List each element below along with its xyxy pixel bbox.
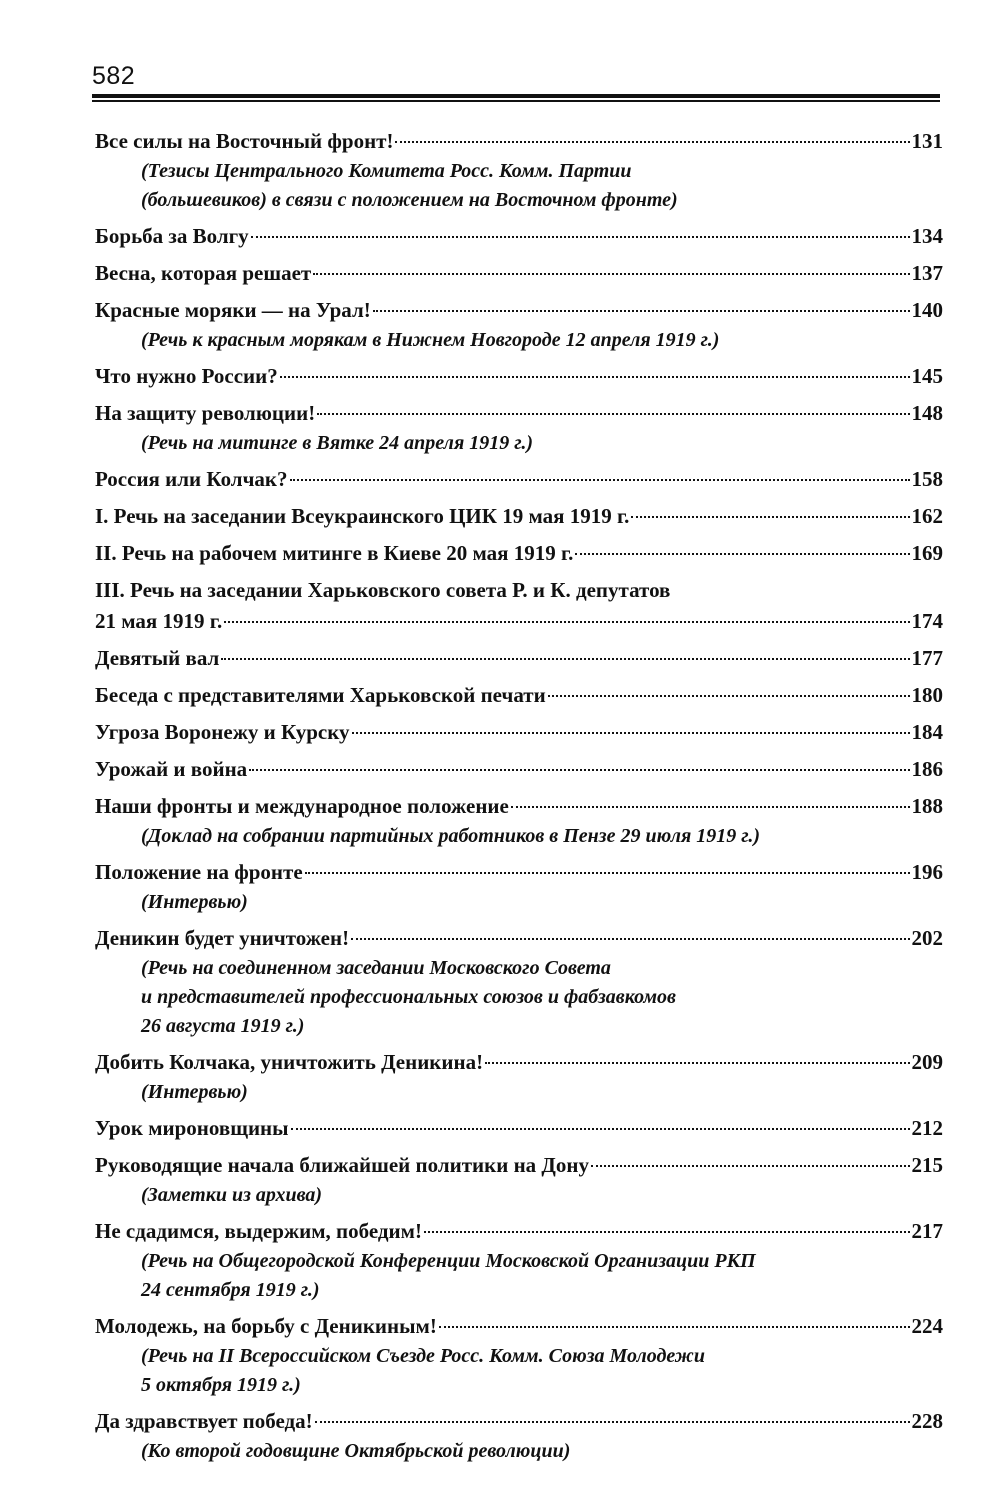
toc-entry-title: Угроза Воронежу и Курску xyxy=(95,720,350,744)
toc-entry-page: 228 xyxy=(911,1409,943,1433)
page-number: 582 xyxy=(92,62,136,90)
dot-leader xyxy=(548,695,910,697)
toc-entry-page: 140 xyxy=(911,298,943,322)
toc-entry-title: Беседа с представителями Харьковской печати xyxy=(95,683,546,707)
toc-entry-line xyxy=(95,221,943,252)
toc-entry xyxy=(95,501,943,532)
toc-entry xyxy=(95,221,943,252)
toc-entry xyxy=(95,398,943,458)
entry-spacer xyxy=(95,1466,943,1472)
dot-leader xyxy=(317,413,909,415)
toc-entry xyxy=(95,1150,943,1210)
toc-entry-line xyxy=(95,754,943,785)
dot-leader xyxy=(290,479,910,481)
toc-entry-subtitle: и представителей профессиональных союзов и фабзавкомов xyxy=(141,986,676,1008)
dot-leader xyxy=(313,273,909,275)
toc-entry-subtitle: 26 августа 1919 г.) xyxy=(141,1015,305,1037)
toc-entry-title: Да здравствует победа! xyxy=(95,1409,313,1433)
toc-entry xyxy=(95,538,943,569)
toc-entry xyxy=(95,1311,943,1400)
toc-entry-subtitle: (Речь к красным морякам в Нижнем Новгороде 12 апреля 1919 г.) xyxy=(141,329,720,351)
dot-leader xyxy=(280,376,910,378)
toc-entry-subtitle: (большевиков) в связи с положением на Восточном фронте) xyxy=(141,189,678,211)
toc-entry-page: 134 xyxy=(911,224,943,248)
toc-entry-line xyxy=(95,398,943,429)
toc-entry-line xyxy=(95,923,943,954)
toc-entry-page: 224 xyxy=(911,1314,943,1338)
toc-entry-title: Урок мироновщины xyxy=(95,1116,289,1140)
toc-entry-page: 188 xyxy=(911,794,943,818)
toc-entry-page: 177 xyxy=(911,646,943,670)
toc-entry xyxy=(95,295,943,355)
toc-entry-subtitle: (Речь на II Всероссийском Съезде Росс. Комм. Союза Молодежи xyxy=(141,1345,705,1367)
toc-entry-page: 215 xyxy=(911,1153,943,1177)
toc-entry-subtitle: (Ко второй годовщине Октябрьской революции) xyxy=(141,1440,571,1462)
toc-entry-page: 202 xyxy=(911,926,943,950)
toc-entry xyxy=(95,754,943,785)
toc-entry-page: 137 xyxy=(911,261,943,285)
dot-leader xyxy=(351,938,909,940)
toc-entry-subtitle: (Тезисы Центрального Комитета Росс. Комм. Партии xyxy=(141,160,632,182)
toc-entry-page: 186 xyxy=(911,757,943,781)
table-of-contents xyxy=(95,126,943,1472)
toc-entry-line xyxy=(95,680,943,711)
dot-leader xyxy=(352,732,910,734)
dot-leader xyxy=(224,621,909,623)
dot-leader xyxy=(251,236,910,238)
toc-entry xyxy=(95,361,943,392)
dot-leader xyxy=(373,310,910,312)
toc-entry-page: 209 xyxy=(911,1050,943,1074)
dot-leader xyxy=(575,553,909,555)
toc-entry-subtitle: 24 сентября 1919 г.) xyxy=(141,1279,320,1301)
toc-entry-line xyxy=(95,1406,943,1437)
toc-entry xyxy=(95,857,943,917)
toc-entry xyxy=(95,643,943,674)
toc-entry-title: Все силы на Восточный фронт! xyxy=(95,129,394,153)
toc-entry xyxy=(95,258,943,289)
toc-entry-title-line: III. Речь на заседании Харьковского совета Р. и К. депутатов xyxy=(95,578,671,602)
toc-entry-title: Деникин будет уничтожен! xyxy=(95,926,350,950)
toc-entry-title: Весна, которая решает xyxy=(95,261,312,285)
toc-entry xyxy=(95,923,943,1041)
toc-entry xyxy=(95,1406,943,1466)
dot-leader xyxy=(305,872,910,874)
toc-entry-title: Борьба за Волгу xyxy=(95,224,249,248)
toc-entry xyxy=(95,126,943,215)
toc-entry-title: Что нужно России? xyxy=(95,364,278,388)
toc-entry-line xyxy=(95,258,943,289)
dot-leader xyxy=(249,769,909,771)
toc-entry-line xyxy=(95,295,943,326)
toc-entry-page: 148 xyxy=(911,401,943,425)
toc-entry-page: 184 xyxy=(911,720,943,744)
toc-entry-page: 162 xyxy=(911,504,943,528)
toc-entry-title: Урожай и война xyxy=(95,757,248,781)
toc-entry-title: I. Речь на заседании Всеукраинского ЦИК 19 мая 1919 г. xyxy=(95,504,630,528)
toc-entry-subtitle: (Речь на соединенном заседании Московского Совета xyxy=(141,957,611,979)
dot-leader xyxy=(395,141,909,143)
toc-entry-page: 180 xyxy=(911,683,943,707)
toc-entry-title: II. Речь на рабочем митинге в Киеве 20 мая 1919 г. xyxy=(95,541,574,565)
dot-leader xyxy=(315,1421,910,1423)
toc-entry-line xyxy=(95,717,943,748)
toc-entry-line xyxy=(95,1311,943,1342)
toc-entry-subtitle: (Заметки из архива) xyxy=(141,1184,323,1206)
toc-entry-page: 131 xyxy=(911,129,943,153)
toc-entry-subtitle: (Речь на митинге в Вятке 24 апреля 1919 г.) xyxy=(141,432,534,454)
dot-leader xyxy=(291,1128,910,1130)
toc-entry-line xyxy=(95,1150,943,1181)
dot-leader xyxy=(591,1165,910,1167)
toc-entry xyxy=(95,1113,943,1144)
toc-entry-title: Молодежь, на борьбу с Деникиным! xyxy=(95,1314,437,1338)
toc-entry-subtitle: (Интервью) xyxy=(141,1081,248,1103)
toc-entry-page: 158 xyxy=(911,467,943,491)
toc-entry xyxy=(95,1047,943,1107)
toc-entry-subtitle: (Интервью) xyxy=(141,891,248,913)
toc-entry xyxy=(95,575,943,637)
toc-entry-page: 174 xyxy=(911,609,943,633)
toc-entry xyxy=(95,1216,943,1305)
toc-entry-page: 196 xyxy=(911,860,943,884)
toc-entry-line xyxy=(95,857,943,888)
toc-entry-line xyxy=(95,501,943,532)
dot-leader xyxy=(439,1326,910,1328)
toc-entry-title: Положение на фронте xyxy=(95,860,303,884)
toc-entry xyxy=(95,791,943,851)
dot-leader xyxy=(511,806,910,808)
dot-leader xyxy=(485,1062,909,1064)
toc-entry-line xyxy=(95,1113,943,1144)
toc-entry-title: Не сдадимся, выдержим, победим! xyxy=(95,1219,422,1243)
dot-leader xyxy=(424,1231,910,1233)
toc-entry-title: Добить Колчака, уничтожить Деникина! xyxy=(95,1050,484,1074)
toc-entry-title: Россия или Колчак? xyxy=(95,467,288,491)
toc-entry-line xyxy=(95,643,943,674)
toc-entry-title: Девятый вал xyxy=(95,646,220,670)
toc-entry xyxy=(95,464,943,495)
toc-entry xyxy=(95,717,943,748)
toc-entry-line xyxy=(95,538,943,569)
toc-entry-title: Красные моряки — на Урал! xyxy=(95,298,371,322)
toc-entry xyxy=(95,680,943,711)
toc-entry-subtitle: 5 октября 1919 г.) xyxy=(141,1374,301,1396)
toc-entry-page: 169 xyxy=(911,541,943,565)
toc-entry-line xyxy=(95,791,943,822)
toc-entry-page: 217 xyxy=(911,1219,943,1243)
toc-entry-title: 21 мая 1919 г. xyxy=(95,609,223,633)
header-rule-thin xyxy=(92,100,940,102)
toc-entry-line xyxy=(95,126,943,157)
toc-entry-line xyxy=(95,1047,943,1078)
toc-entry-page: 145 xyxy=(911,364,943,388)
dot-leader xyxy=(221,658,909,660)
toc-entry-title: На защиту революции! xyxy=(95,401,316,425)
toc-entry-subtitle: (Доклад на собрании партийных работников в Пензе 29 июля 1919 г.) xyxy=(141,825,761,847)
header-rule-thick xyxy=(92,94,940,98)
toc-entry-page: 212 xyxy=(911,1116,943,1140)
toc-entry-line xyxy=(95,361,943,392)
toc-entry-line xyxy=(95,464,943,495)
dot-leader xyxy=(631,516,909,518)
toc-entry-line xyxy=(95,606,943,637)
toc-entry-subtitle: (Речь на Общегородской Конференции Московской Организации РКП xyxy=(141,1250,756,1272)
toc-entry-line xyxy=(95,1216,943,1247)
toc-entry-title: Руководящие начала ближайшей политики на Дону xyxy=(95,1153,589,1177)
toc-entry-title: Наши фронты и международное положение xyxy=(95,794,509,818)
